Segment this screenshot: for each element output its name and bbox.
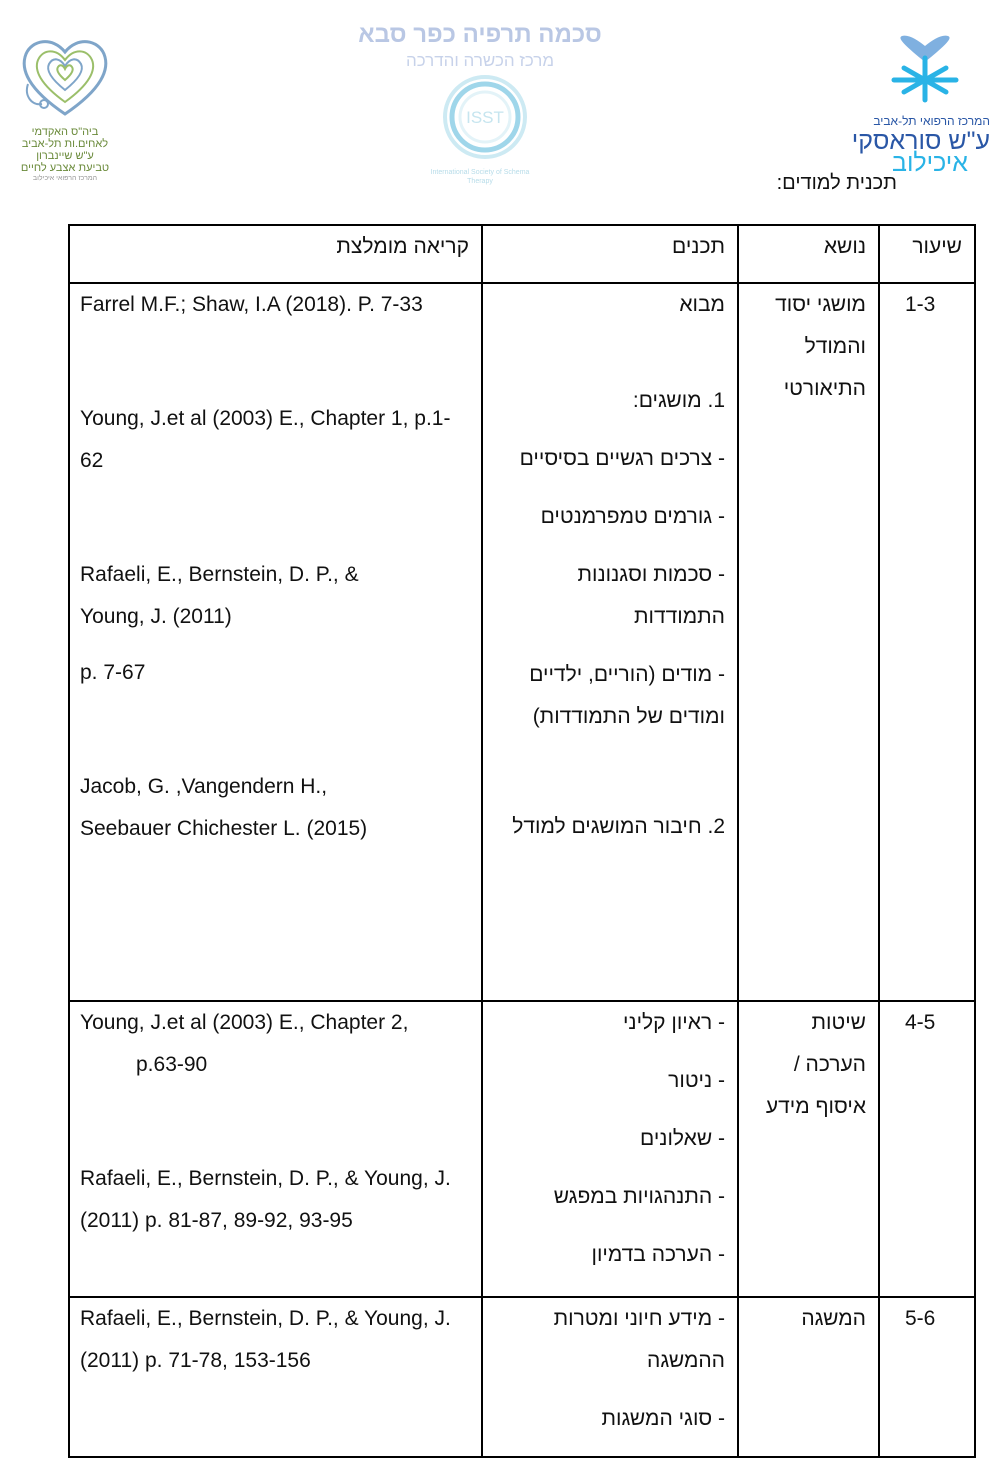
content-item: 1. מושגים: [632, 389, 725, 412]
reading-item: p. 7-67 [80, 661, 146, 684]
content-item: 2. חיבור המושגים למודל [512, 815, 725, 838]
content-item: - מודים (הוריים, ילדיים ומודים של התמודדות) [529, 663, 725, 728]
logo-left-line: המרכז הרפואי איכילוב [32, 175, 98, 182]
header-topic: נושא [738, 225, 879, 283]
reading-item: Rafaeli, E., Bernstein, D. P., & Young, J. (2011) [80, 563, 359, 628]
page-title: תכנית למודים: [776, 172, 897, 194]
topic-cell: המשגה [738, 1297, 879, 1457]
snowflake-heart-icon [888, 34, 962, 104]
content-cell [482, 1297, 738, 1457]
academic-school-text [10, 126, 120, 183]
reading-cell [69, 1297, 482, 1457]
table-row [69, 1297, 975, 1457]
content-item: מבוא [679, 293, 725, 316]
logo-left-line: ע"ש שיינברון [36, 150, 94, 162]
reading-item: Jacob, G. ,Vangendern H., Seebauer Chichester L. (2015) [80, 775, 368, 840]
ichilov-line1: המרכז הרפואי תל-אביב [873, 114, 990, 128]
reading-item: p.63-90 [136, 1053, 208, 1076]
ichilov-line3: איכילוב [891, 149, 968, 177]
content-item: - מידע חיוני ומטרות ההמשגה [553, 1307, 725, 1372]
logo-left-line: ביה"ס האקדמי [31, 126, 99, 138]
header-content: תכנים [482, 225, 738, 283]
content-item: - שאלונים [640, 1127, 725, 1150]
center-logo-title: סכמה תרפיה כפר סבא [358, 21, 602, 48]
content-item: - סוגי המשגות [601, 1407, 725, 1430]
content-item: - התנהגויות במפגש [553, 1185, 725, 1208]
logo-left-line: לאחים.ות תל-אביב [21, 138, 109, 150]
lesson-cell: 4-5 [879, 1001, 975, 1297]
isst-subtitle: International Society of Schema Therapy [430, 169, 530, 185]
content-cell [482, 1001, 738, 1297]
reading-item: Farrel M.F.; Shaw, I.A (2018). P. 7-33 [80, 293, 423, 316]
lesson-cell: 5-6 [879, 1297, 975, 1457]
table-row [69, 1001, 975, 1297]
reading-cell [69, 283, 482, 1001]
center-logo-subtitle: מרכז הכשרה והדרכה [405, 51, 555, 70]
reading-item: Rafaeli, E., Bernstein, D. P., & Young, J. (2011) p. 81-87, 89-92, 93-95 [80, 1167, 451, 1232]
header-lesson: שיעור [879, 225, 975, 283]
content-item: - ראיון קליני [622, 1011, 725, 1034]
content-item: - ניטור [668, 1069, 725, 1092]
content-cell [482, 283, 738, 1001]
content-item: - סכמות וסגנונות התמודדות [577, 563, 725, 628]
academic-school-logo [10, 34, 120, 189]
reading-item: Young, J.et al (2003) E., Chapter 1, p.1-62 [80, 407, 451, 472]
isst-ring-icon [440, 72, 530, 162]
reading-cell [69, 1001, 482, 1297]
curriculum-table [68, 224, 976, 1458]
ichilov-line2: ע"ש סוראסקי [851, 127, 990, 155]
schema-therapy-center-logo [340, 20, 620, 190]
content-item: - גורמים טמפרמנטים [540, 505, 725, 528]
table-header-row [69, 225, 975, 283]
table-row [69, 283, 975, 1001]
isst-ring-text: ISST [466, 108, 504, 127]
content-item: - צרכים רגשיים בסיסיים [519, 447, 725, 470]
content-item: - הערכה בדמיון [591, 1243, 725, 1266]
lesson-cell: 1-3 [879, 283, 975, 1001]
reading-item: Rafaeli, E., Bernstein, D. P., & Young, J. (2011) p. 71-78, 153-156 [80, 1307, 451, 1372]
topic-cell: שיטות הערכה / איסוף מידע [738, 1001, 879, 1297]
topic-cell: מושגי יסוד והמודל התיאורטי [738, 283, 879, 1001]
logo-left-line: טביעת אצבע לחיים [20, 162, 110, 174]
reading-item: Young, J.et al (2003) E., Chapter 2, [80, 1011, 409, 1034]
header-reading: קריאה מומלצת [69, 225, 482, 283]
fingerprint-heart-icon [18, 34, 112, 120]
ichilov-logo [850, 34, 990, 179]
